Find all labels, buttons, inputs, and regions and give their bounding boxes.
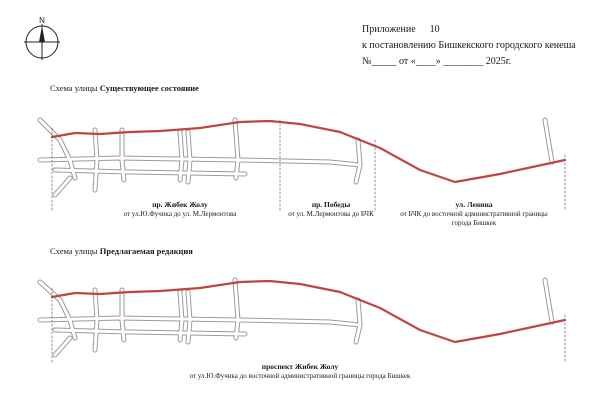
label-description: от БЧК до восточной административной границы города Бишкек xyxy=(400,210,548,227)
proposed-section-title xyxy=(50,246,193,256)
title-bold: Предлагаемая редакция xyxy=(99,246,193,256)
label-name: ул. Ленина xyxy=(455,200,493,209)
existing-section-title xyxy=(50,83,199,93)
north-label: N xyxy=(39,16,45,25)
resolution-line: к постановлению Бишкекского городского кенеша xyxy=(362,40,576,51)
title-prefix: Схема улицы xyxy=(50,83,98,93)
label-pobedy xyxy=(282,200,380,219)
north-arrow-compass xyxy=(22,14,62,60)
title-prefix: Схема улицы xyxy=(50,246,98,256)
label-description: от ул. М.Лермонтова до БЧК xyxy=(288,210,374,218)
label-description: от ул.Ю.Фучика до ул. М.Лермонтова xyxy=(123,210,237,218)
label-prospekt-zhibek-zholu xyxy=(180,362,420,381)
label-name: пр. Победы xyxy=(311,200,351,209)
label-description: от ул.Ю.Фучика до восточной административной границы города Бишкек xyxy=(189,372,411,380)
title-bold: Существующее состояние xyxy=(99,83,199,93)
label-lenina xyxy=(398,200,550,228)
resolution-number-line: №_____ от «____» ________ 2025г. xyxy=(362,56,512,67)
appendix-label: Приложение xyxy=(362,24,416,35)
label-zhibek-zholu xyxy=(112,200,248,219)
label-name: проспект Жибек Жолу xyxy=(261,362,339,371)
label-name: пр. Жибек Жолу xyxy=(152,200,208,209)
document-header xyxy=(362,22,576,70)
appendix-number: 10 xyxy=(429,24,440,35)
